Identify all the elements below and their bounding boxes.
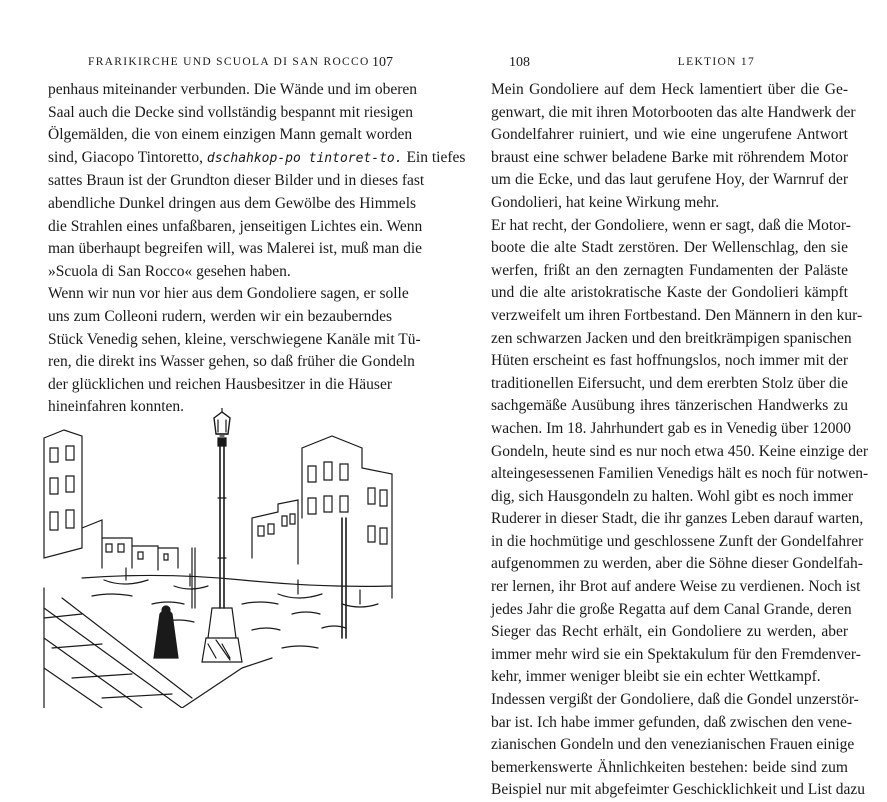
line-text: zianischen Gondeln und den venezianischen Frauen einige (491, 736, 855, 754)
line-text: man überhaupt begreifen will, was Malerei ist, muß man die (48, 240, 423, 258)
text-line (48, 261, 392, 284)
body-text-left (48, 79, 466, 419)
text-line (491, 599, 852, 622)
text-line (491, 328, 852, 351)
line-text: und die alte aristokratische Kaste der Gondolieri kämpft (491, 284, 848, 302)
text-line (491, 215, 851, 238)
line-text: Wenn wir nun vor hier aus dem Gondoliere sagen, er solle (48, 285, 409, 303)
line-text: Stück Venedig sehen, kleine, verschwiegene Kanäle mit Tü- (48, 330, 421, 348)
text-line (491, 169, 848, 192)
text-line (48, 306, 392, 329)
line-text: Sieger das Recht erhält, ein Gondoliere zu werden, aber (491, 623, 848, 641)
line-text: Mein Gondoliere auf dem Heck lamentiert über die Ge- (491, 81, 848, 98)
text-line (491, 373, 848, 396)
text-line (491, 689, 859, 712)
line-text: alteingesessenen Familien Venedigs hält es noch für notwen- (491, 465, 869, 483)
text-line (491, 463, 869, 486)
text-line (491, 531, 864, 554)
text-line (48, 193, 417, 216)
text-line (491, 666, 848, 689)
line-text: aufgenommen zu werden, aber die Söhne dieser Gondelfah- (491, 555, 863, 573)
line-text: in die hochmütige und geschlossene Zunft der Gondelfahrer (491, 532, 864, 550)
text-line (491, 712, 853, 735)
text-line (491, 734, 855, 757)
line-text: zen schwarzen Jacken und den breitkrämpigen spanischen (491, 329, 852, 347)
line-text: Er hat recht, der Gondoliere, wenn er sagt, daß die Motor- (491, 216, 851, 234)
line-text: Saal auch die Decke sind vollständig bespannt mit riesigen (48, 103, 414, 121)
line-text: wachen. Im 18. Jahrhundert gab es in Venedig über 12000 (491, 419, 851, 437)
line-text: traditionellen Eifersucht, und dem ererbten Stolz über die (491, 374, 848, 392)
line-text: bar ist. Ich habe immer gefunden, daß zwischen den vene- (491, 713, 853, 731)
line-text: Ruderer in dieser Stadt, die ihr ganzes Leben darauf warten, (491, 510, 864, 528)
text-line (491, 621, 848, 644)
text-line (491, 508, 864, 531)
text-line (491, 102, 856, 125)
line-text: jedes Jahr die große Regatta auf dem Canal Grande, deren (491, 600, 852, 618)
line-text: um die Ecke, und das laut gerufene Hoy, der Warnruf der (491, 171, 848, 189)
text-line (491, 395, 848, 418)
line-text: rer lernen, ihr Brot auf andere Weise zu verdienen. Noch ist (491, 578, 861, 596)
text-line (491, 418, 851, 441)
line-text: die Strahlen eines unfaßbaren, jenseitigen Lichtes ein. Wenn (48, 217, 423, 235)
line-text: sattes Braun ist der Grundton dieser Bilder und in dieses fast (48, 172, 425, 190)
line-text: braust eine schwer beladene Barke mit röhrendem Motor (491, 148, 848, 166)
lesson-title: LEKTION 17 (677, 56, 755, 68)
line-text: boote die alte Stadt zerstören. Der Wellenschlag, den sie (491, 239, 848, 257)
text-line (491, 282, 848, 305)
text-line (491, 147, 848, 170)
text-line (48, 238, 423, 261)
text-line (48, 79, 418, 102)
line-text: kehr, immer weniger bleibt sie ein echter Wettkampf. (491, 668, 821, 686)
line-text: Gondeln, heute sind es nur noch etwa 450. Keine einzige der (491, 442, 869, 460)
line-text: Indessen vergißt der Gondoliere, daß die Gondel unzerstör- (491, 691, 859, 709)
line-text: hineinfahren konnten. (48, 398, 185, 416)
line-text: uns zum Colleoni rudern, werden wir ein bezauberndes (48, 307, 392, 325)
text-line (491, 441, 869, 464)
line-text: sachgemäße Ausübung ihres tänzerischen Handwerks zu (491, 397, 848, 415)
line-text: der glücklichen und reichen Hausbesitzer in die Häuser (48, 375, 392, 393)
text-line (491, 553, 863, 576)
line-text: Gondelfahrer ruiniert, und wie eine ungerufene Antwort (491, 126, 848, 144)
text-line (48, 351, 415, 374)
line-text: Hüten erscheint es fast hoffnungslos, noch immer mit der (491, 352, 848, 370)
text-line (48, 170, 425, 193)
line-text: Gondolieri, hat keine Wirkung mehr. (491, 193, 720, 211)
text-line (491, 757, 848, 780)
text-line (491, 237, 848, 260)
text-line (491, 486, 854, 509)
text-line (48, 374, 392, 397)
line-text: Beispiel nur mit abgefeimter Geschicklichkeit und List dazu (491, 781, 866, 799)
text-line (491, 305, 863, 328)
text-line (48, 147, 466, 171)
line-text: verzweifelt um ihren Fortbestand. Den Männern in den kur- (491, 306, 863, 324)
text-line (491, 192, 848, 215)
text-line (491, 779, 866, 802)
page-number-left: 107 (372, 55, 393, 70)
line-text: dig, sich Hausgondeln zu halten. Wohl gibt es noch immer (491, 487, 854, 505)
right-page (443, 0, 887, 799)
text-line (48, 329, 421, 352)
text-line (491, 260, 848, 283)
line-text: ren, die direkt ins Wasser gehen, so daß früher die Gondeln (48, 353, 415, 371)
line-text: bemerkenswerte Ähnlichkeiten bestehen: beide sind zum (491, 758, 848, 776)
line-text: sind, Giacopo Tintoretto, (48, 148, 204, 166)
text-line (48, 124, 413, 147)
line-text: penhaus miteinander verbunden. Die Wände und im oberen (48, 81, 418, 98)
body-text-right (491, 79, 869, 802)
text-line (48, 102, 414, 125)
text-line (48, 283, 409, 306)
text-line (491, 350, 848, 373)
line-text: genwart, die mit ihren Motorbooten das alte Handwerk der (491, 103, 856, 121)
pronunciation-note: dschahkop-po tintoret-to. (206, 150, 403, 166)
text-line (491, 576, 861, 599)
line-text: abendliche Dunkel dringen aus dem Gewölbe des Himmels (48, 194, 417, 212)
line-text: immer mehr wird sie ein Spektakulum für den Fremdenver- (491, 645, 861, 663)
text-line (491, 79, 848, 102)
line-text-after: Ein tiefes (402, 148, 466, 166)
venice-canal-illustration (42, 408, 398, 708)
text-line (491, 124, 848, 147)
line-text: Ölgemälden, die von einem einzigen Mann gemalt worden (48, 126, 413, 144)
line-text: werfen, frißt an den zernagten Fundamenten der Paläste (491, 261, 848, 279)
page-number-right: 108 (509, 55, 530, 70)
chapter-title: FRARIKIRCHE UND SCUOLA DI SAN ROCCO (88, 56, 370, 68)
line-text: »Scuola di San Rocco« gesehen haben. (48, 262, 291, 280)
text-line (491, 644, 861, 667)
text-line (48, 216, 423, 239)
